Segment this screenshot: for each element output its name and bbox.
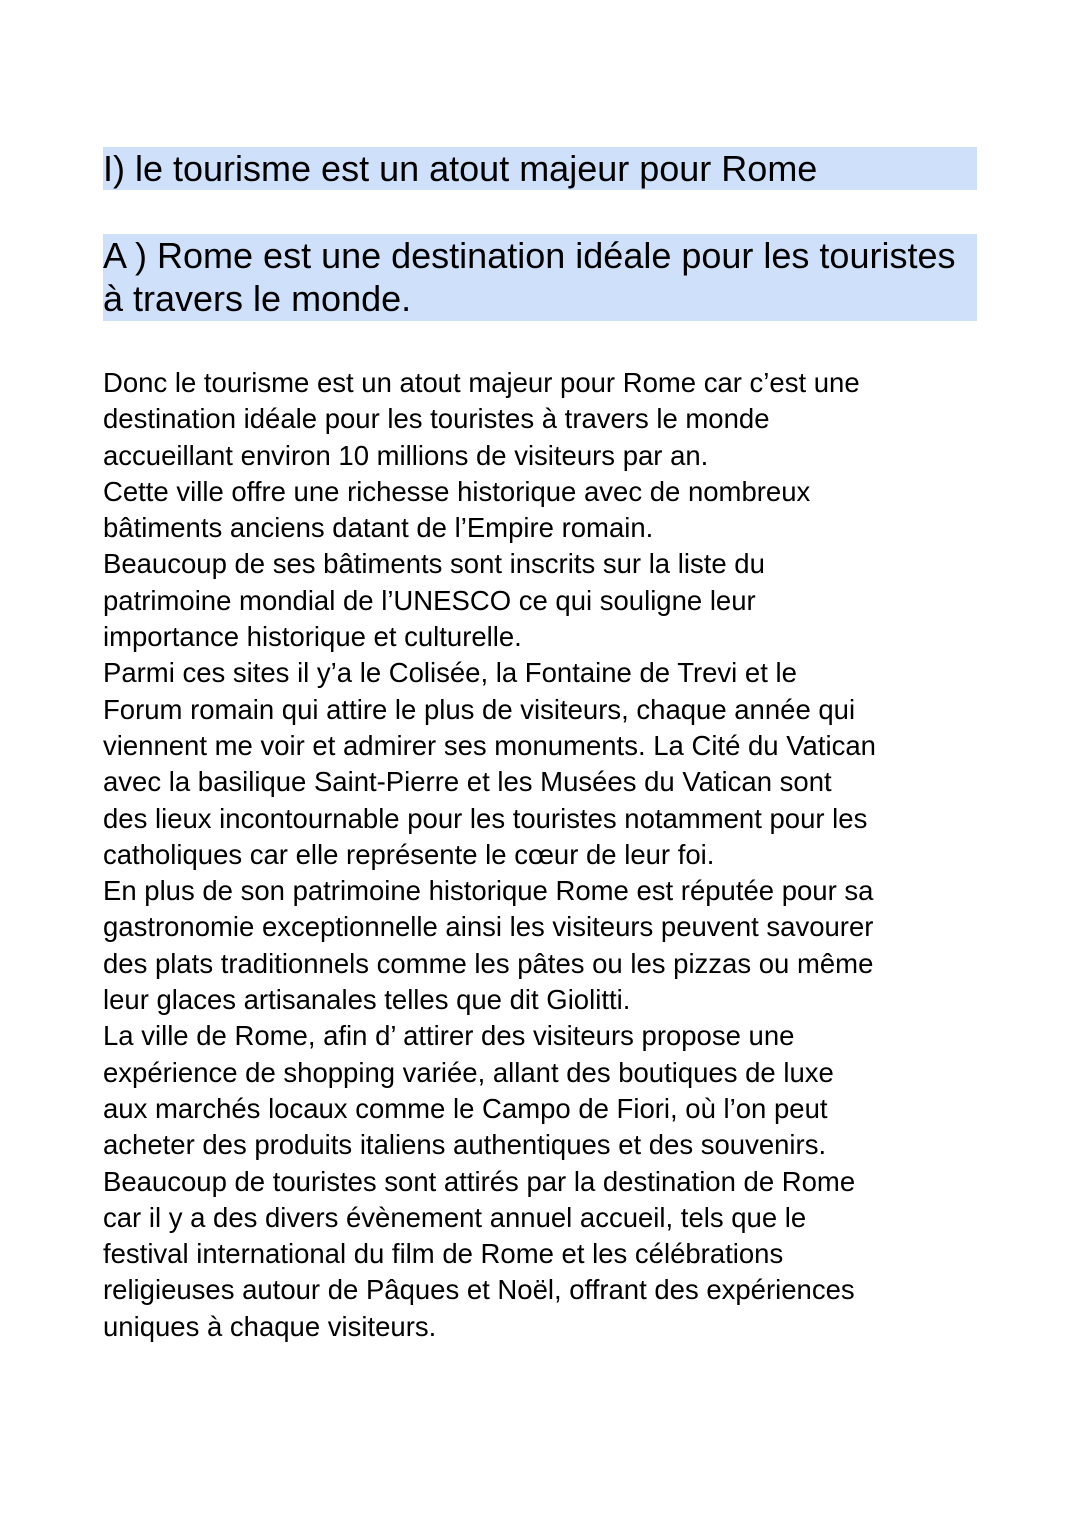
body-line: des plats traditionnels comme les pâtes ou les pizzas ou même [103,947,874,979]
body-line: Parmi ces sites il y’a le Colisée, la Fontaine de Trevi et le [103,657,797,689]
body-line: leur glaces artisanales telles que dit Giolitti. [103,984,631,1016]
body-line: aux marchés locaux comme le Campo de Fiori, où l’on peut [103,1092,828,1124]
body-line: Beaucoup de touristes sont attirés par la destination de Rome [103,1165,856,1197]
body-line: acheter des produits italiens authentiques et des souvenirs. [103,1129,827,1161]
body-line: catholiques car elle représente le cœur de leur foi. [103,838,715,870]
body-line: Cette ville offre une richesse historique avec de nombreux [103,475,811,507]
body-line: Donc le tourisme est un atout majeur pour Rome car c’est une [103,367,860,398]
body-line: religieuses autour de Pâques et Noël, offrant des expériences [103,1274,855,1306]
section-heading [103,147,977,190]
body-line: Forum romain qui attire le plus de visiteurs, chaque année qui [103,693,856,725]
body-line: expérience de shopping variée, allant des boutiques de luxe [103,1056,834,1088]
body-line: Beaucoup de ses bâtiments sont inscrits sur la liste du [103,548,765,580]
body-line: avec la basilique Saint-Pierre et les Musées du Vatican sont [103,766,832,798]
body-line: uniques à chaque visiteurs. [103,1310,437,1342]
subsection-heading-line: A ) Rome est une destination idéale pour les touristes [103,235,956,276]
body-line: viennent me voir et admirer ses monuments. La Cité du Vatican [103,729,876,761]
body-line: destination idéale pour les touristes à travers le monde [103,403,770,435]
body-line: des lieux incontournable pour les touristes notamment pour les [103,802,868,834]
body-line: patrimoine mondial de l’UNESCO ce qui souligne leur [103,584,756,616]
body-line: accueillant environ 10 millions de visiteurs par an. [103,439,709,471]
body-line: La ville de Rome, afin d’ attirer des visiteurs propose une [103,1020,795,1052]
body-line: gastronomie exceptionnelle ainsi les visiteurs peuvent savourer [103,911,874,943]
section-heading-text: I) le tourisme est un atout majeur pour Rome [103,148,818,189]
subsection-heading [103,234,977,321]
body-line: car il y a des divers évènement annuel accueil, tels que le [103,1201,807,1233]
body-paragraph [103,365,876,1345]
body-line: festival international du film de Rome et les célébrations [103,1238,784,1270]
subsection-heading-line: à travers le monde. [103,278,412,319]
body-line: En plus de son patrimoine historique Rome est réputée pour sa [103,875,874,907]
body-line: importance historique et culturelle. [103,621,522,653]
body-line: bâtiments anciens datant de l’Empire romain. [103,512,654,544]
